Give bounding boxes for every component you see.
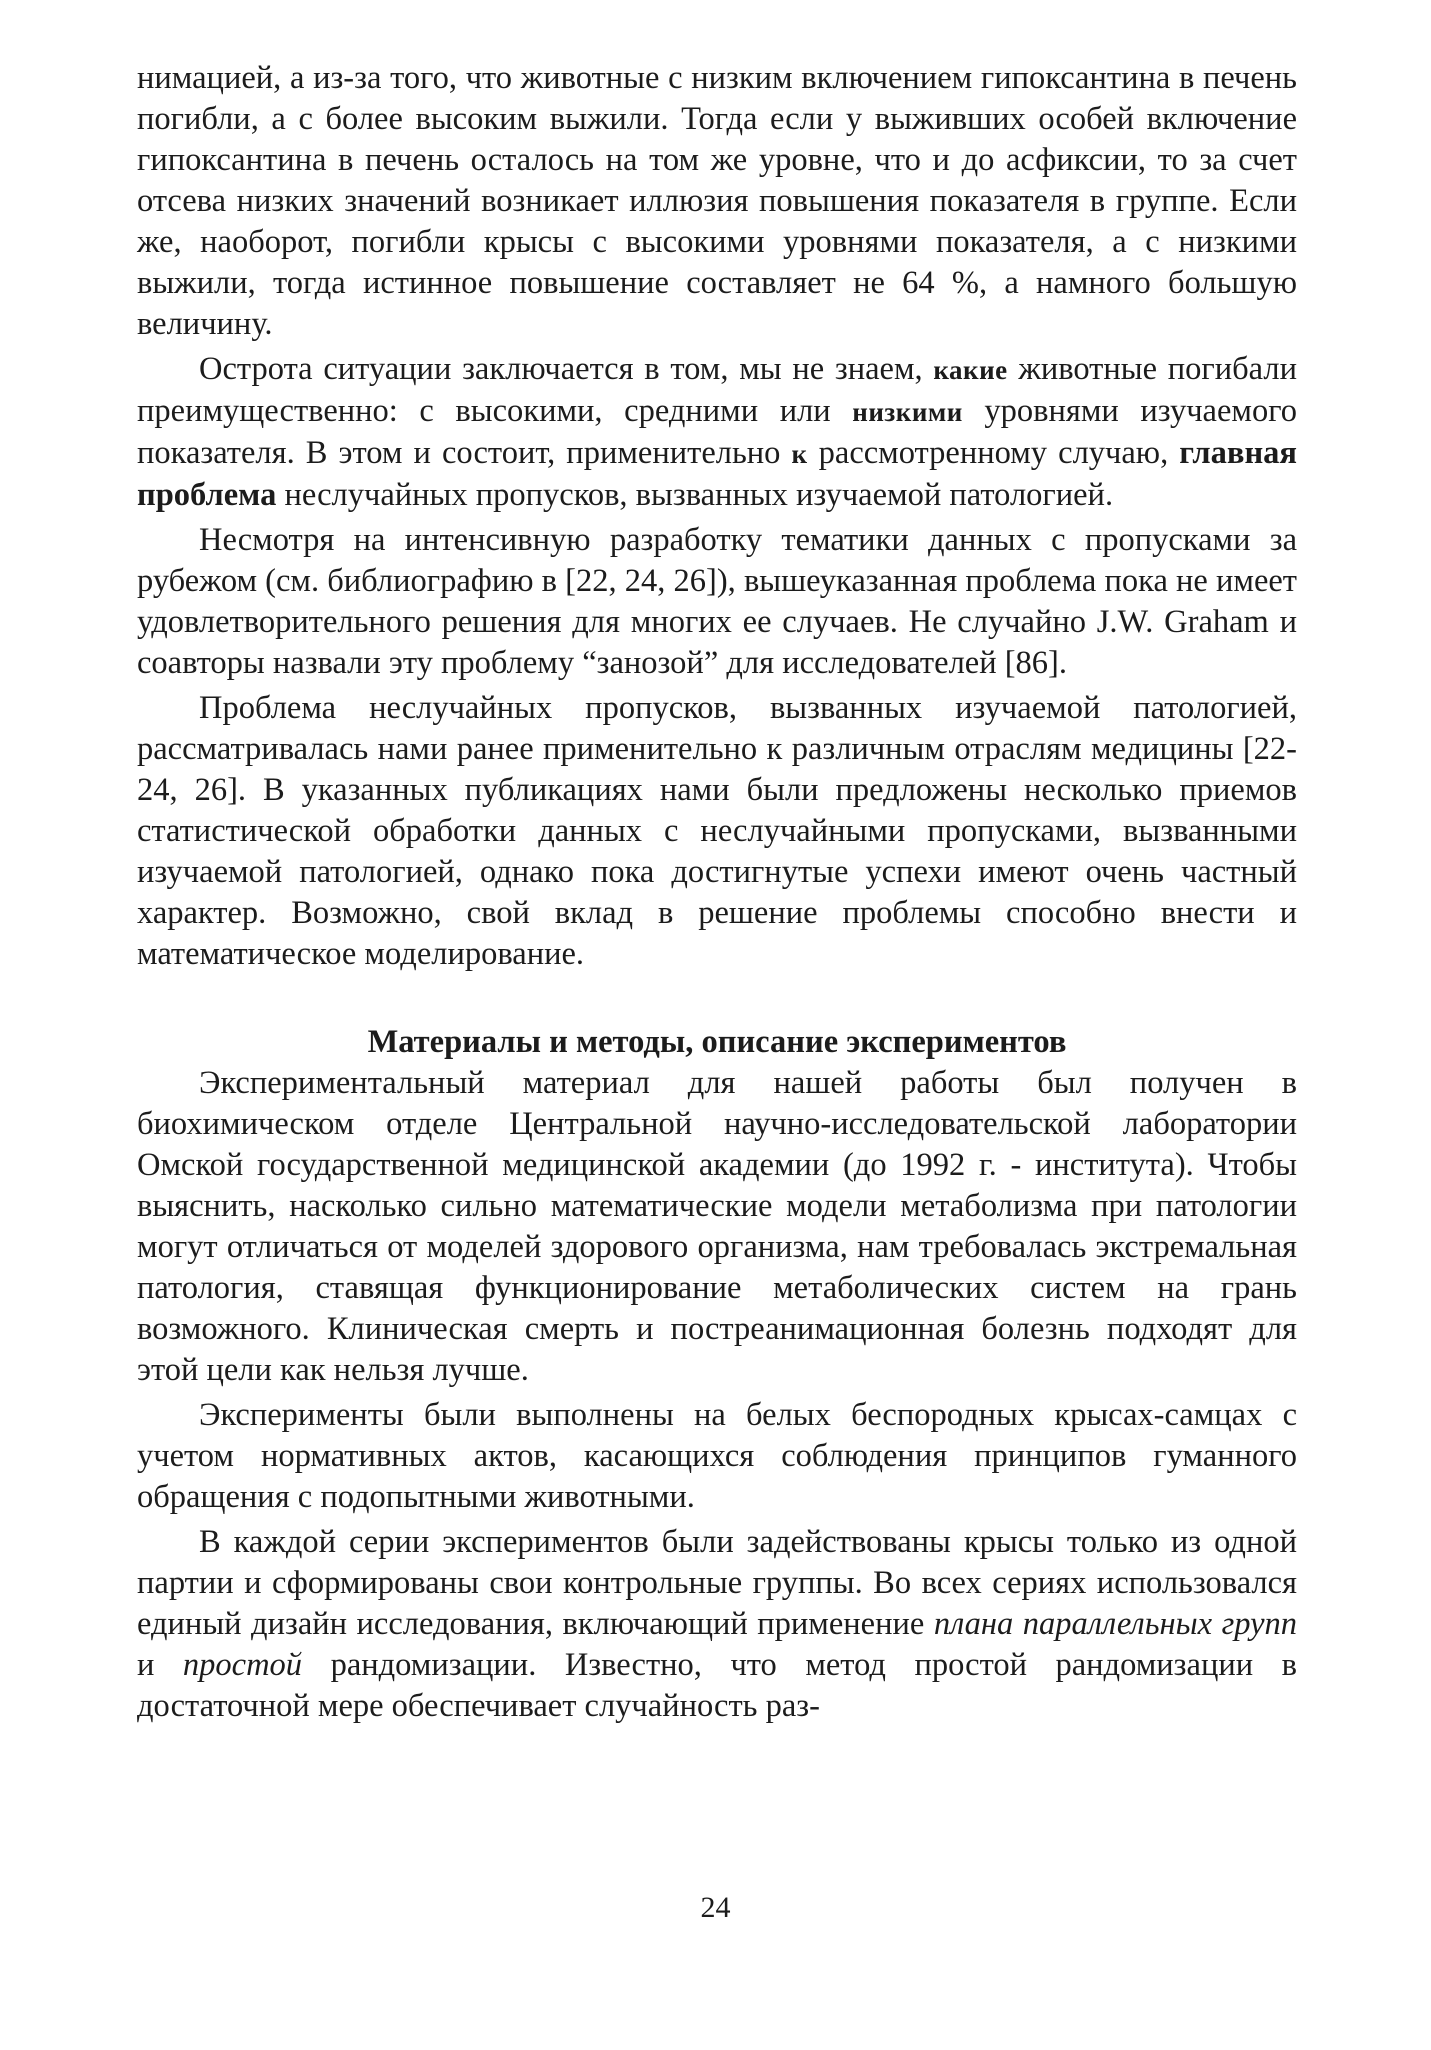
paragraph-text-segment: рандомизации. Известно, что метод простой рандомизации в достаточной мере обеспечивает случайность раз- xyxy=(137,1647,1297,1724)
paragraph-text-segment: неслучайных пропусков, вызванных изучаемой патологией. xyxy=(276,477,1114,513)
paragraph-text-segment: животные погибали преимущественно: с высокими, средними или xyxy=(137,351,1297,429)
paragraph-experiments: Эксперименты были выполнены на белых беспородных крысах-самцах с учетом нормативных актов, касающихся соблюдения принципов гуманного обращения с подопытными животными. xyxy=(137,1397,1297,1515)
body-text xyxy=(137,58,1297,1727)
emphasis-simple: простой xyxy=(182,1647,303,1683)
page-number: 24 xyxy=(700,1891,731,1924)
paragraph-acuteness xyxy=(137,349,1297,516)
paragraph-text-segment: Острота ситуации заключается в том, мы не знаем, xyxy=(199,351,934,387)
emphasis-main-problem: главная проблема xyxy=(137,435,1297,513)
paragraph-design xyxy=(137,1522,1297,1727)
paragraph-continuation: нимацией, а из-за того, что животные с низким включением гипоксантина в печень погибли, а с более высоким выжили. Тогда если у выживших особей включение гипоксантина в печень осталось на том же уровне, что и до асфиксии, то за счет отсева низких значений возникает иллюзия повышения показателя в группе. Если же, наоборот, погибли крысы с высокими уровнями показателя, а с низкими выжили, тогда истинное повышение составляет не 64 %, а намного большую величину. xyxy=(137,60,1297,342)
paragraph-material: Экспериментальный материал для нашей работы был получен в биохимическом отделе Центральной научно-исследовательской лаборатории Омской государственной медицинской академии (до 1992 г. - института). Чтобы выяснить, насколько сильно математические модели метаболизма при патологии могут отличаться от моделей здорового организма, нам требовалась экстремальная патология, ставящая функционирование метаболических систем на грань возможного. Клиническая смерть и постреанимационная болезнь подходят для этой цели как нельзя лучше. xyxy=(137,1065,1297,1388)
paragraph-nonrandom-gaps: Проблема неслучайных пропусков, вызванных изучаемой патологией, рассматривалась нами ранее применительно к различным отраслям медицины [22-24, 26]. В указанных публикациях нами были предложены несколько приемов статистической обработки данных с неслучайными пропусками, вызванными изучаемой патологией, однако пока достигнутые успехи имеют очень частный характер. Возможно, свой вклад в решение проблемы способно внести и математическое моделирование. xyxy=(137,690,1297,972)
emphasis-to: к xyxy=(791,439,808,469)
emphasis-low: низкими xyxy=(852,397,963,427)
section-heading: Материалы и методы, описание экспериментов xyxy=(367,1024,1067,1060)
paragraph-text-segment: рассмотренному случаю, xyxy=(807,435,1180,471)
emphasis-which: какие xyxy=(933,355,1008,385)
emphasis-parallel-groups: плана параллельных групп xyxy=(933,1606,1298,1642)
paragraph-text-segment: В каждой серии экспериментов были задействованы крысы только из одной партии и сформированы свои контрольные группы. Во всех сериях использовался единый дизайн исследования, включающий применение xyxy=(137,1524,1297,1642)
paragraph-text-segment: и xyxy=(137,1647,183,1683)
paragraph-text-segment: уровнями изучаемого показателя. В этом и состоит, применительно xyxy=(137,393,1297,471)
paragraph-foreign-research: Несмотря на интенсивную разработку тематики данных с пропусками за рубежом (см. библиографию в [22, 24, 26]), вышеуказанная проблема пока не имеет удовлетворительного решения для многих ее случаев. Не случайно J.W. Graham и соавторы назвали эту проблему “занозой” для исследователей [86]. xyxy=(137,522,1297,681)
